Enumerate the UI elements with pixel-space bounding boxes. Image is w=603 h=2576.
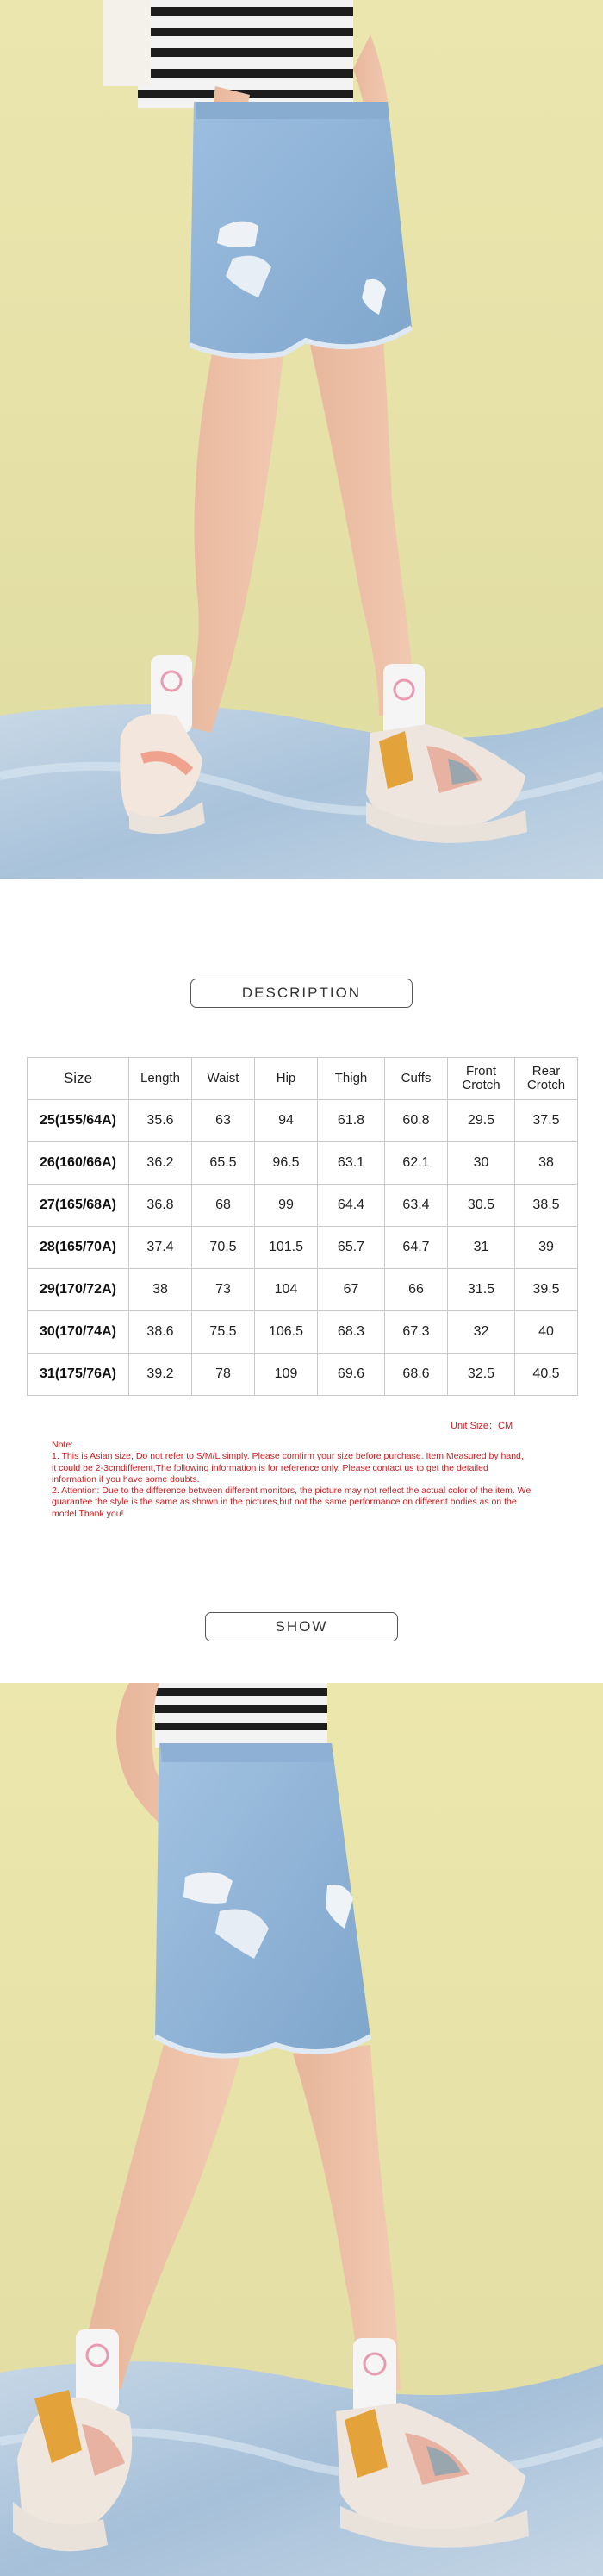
table-cell: 68.3 bbox=[318, 1311, 385, 1354]
table-cell: 63.1 bbox=[318, 1142, 385, 1185]
notes-line-2: 2. Attention: Due to the difference between different monitors, the picture may not reflect the actual color of the item. We guarantee the style is the same as shown in the pictures,but not the same performance on different bodies as on the model.Thank you! bbox=[52, 1485, 532, 1519]
table-cell: 109 bbox=[255, 1354, 318, 1396]
unit-size-label: Unit Size：CM bbox=[451, 1421, 513, 1431]
table-cell: 65.5 bbox=[192, 1142, 255, 1185]
table-cell: 94 bbox=[255, 1100, 318, 1142]
table-cell: 96.5 bbox=[255, 1142, 318, 1185]
model-photo-front bbox=[0, 0, 603, 879]
table-cell: 37.4 bbox=[129, 1227, 192, 1269]
table-cell: 78 bbox=[192, 1354, 255, 1396]
table-cell: 40.5 bbox=[515, 1354, 578, 1396]
table-cell: 39 bbox=[515, 1227, 578, 1269]
table-row bbox=[28, 1269, 578, 1311]
table-cell: 67 bbox=[318, 1269, 385, 1311]
table-cell: 61.8 bbox=[318, 1100, 385, 1142]
table-cell: 31(175/76A) bbox=[28, 1354, 129, 1396]
header-size: Size bbox=[28, 1058, 129, 1100]
model-photo-walking bbox=[0, 1683, 603, 2576]
table-cell: 38 bbox=[129, 1269, 192, 1311]
header-waist: Waist bbox=[192, 1058, 255, 1100]
table-cell: 60.8 bbox=[385, 1100, 448, 1142]
table-cell: 30.5 bbox=[448, 1185, 515, 1227]
size-table bbox=[27, 1057, 578, 1396]
table-cell: 75.5 bbox=[192, 1311, 255, 1354]
table-cell: 38 bbox=[515, 1142, 578, 1185]
table-row bbox=[28, 1354, 578, 1396]
table-cell: 38.6 bbox=[129, 1311, 192, 1354]
table-cell: 37.5 bbox=[515, 1100, 578, 1142]
table-cell: 40 bbox=[515, 1311, 578, 1354]
table-row bbox=[28, 1185, 578, 1227]
table-cell: 64.7 bbox=[385, 1227, 448, 1269]
table-row bbox=[28, 1227, 578, 1269]
table-cell: 32.5 bbox=[448, 1354, 515, 1396]
table-cell: 31.5 bbox=[448, 1269, 515, 1311]
table-cell: 62.1 bbox=[385, 1142, 448, 1185]
table-cell: 39.2 bbox=[129, 1354, 192, 1396]
header-cuffs: Cuffs bbox=[385, 1058, 448, 1100]
table-cell: 25(155/64A) bbox=[28, 1100, 129, 1142]
table-cell: 39.5 bbox=[515, 1269, 578, 1311]
table-cell: 69.6 bbox=[318, 1354, 385, 1396]
table-cell: 101.5 bbox=[255, 1227, 318, 1269]
table-header-row bbox=[28, 1058, 578, 1100]
table-cell: 36.2 bbox=[129, 1142, 192, 1185]
table-cell: 30 bbox=[448, 1142, 515, 1185]
table-cell: 68 bbox=[192, 1185, 255, 1227]
table-row bbox=[28, 1142, 578, 1185]
size-notes bbox=[52, 1440, 534, 1520]
table-cell: 35.6 bbox=[129, 1100, 192, 1142]
table-cell: 31 bbox=[448, 1227, 515, 1269]
table-cell: 27(165/68A) bbox=[28, 1185, 129, 1227]
table-cell: 28(165/70A) bbox=[28, 1227, 129, 1269]
table-cell: 29(170/72A) bbox=[28, 1269, 129, 1311]
table-cell: 63.4 bbox=[385, 1185, 448, 1227]
table-cell: 38.5 bbox=[515, 1185, 578, 1227]
table-cell: 73 bbox=[192, 1269, 255, 1311]
table-cell: 66 bbox=[385, 1269, 448, 1311]
notes-title: Note: bbox=[52, 1440, 74, 1450]
table-cell: 30(170/74A) bbox=[28, 1311, 129, 1354]
show-heading: SHOW bbox=[205, 1612, 398, 1641]
header-rear-crotch: Rear Crotch bbox=[515, 1058, 578, 1100]
table-cell: 70.5 bbox=[192, 1227, 255, 1269]
table-cell: 67.3 bbox=[385, 1311, 448, 1354]
table-cell: 64.4 bbox=[318, 1185, 385, 1227]
table-cell: 26(160/66A) bbox=[28, 1142, 129, 1185]
table-cell: 99 bbox=[255, 1185, 318, 1227]
table-cell: 36.8 bbox=[129, 1185, 192, 1227]
table-cell: 104 bbox=[255, 1269, 318, 1311]
table-cell: 63 bbox=[192, 1100, 255, 1142]
table-cell: 106.5 bbox=[255, 1311, 318, 1354]
table-row bbox=[28, 1311, 578, 1354]
table-cell: 32 bbox=[448, 1311, 515, 1354]
header-hip: Hip bbox=[255, 1058, 318, 1100]
header-front-crotch: Front Crotch bbox=[448, 1058, 515, 1100]
notes-line-1: 1. This is Asian size, Do not refer to S/M/L simply. Please comfirm your size before purchase. Item Measured by hand，it could be 2-3cmdifferent,The following information is for reference only. Please contact us to get the detailed information if you have some doubts. bbox=[52, 1451, 531, 1485]
table-cell: 68.6 bbox=[385, 1354, 448, 1396]
description-heading: DESCRIPTION bbox=[190, 979, 413, 1008]
table-cell: 29.5 bbox=[448, 1100, 515, 1142]
header-thigh: Thigh bbox=[318, 1058, 385, 1100]
header-length: Length bbox=[129, 1058, 192, 1100]
table-cell: 65.7 bbox=[318, 1227, 385, 1269]
table-row bbox=[28, 1100, 578, 1142]
